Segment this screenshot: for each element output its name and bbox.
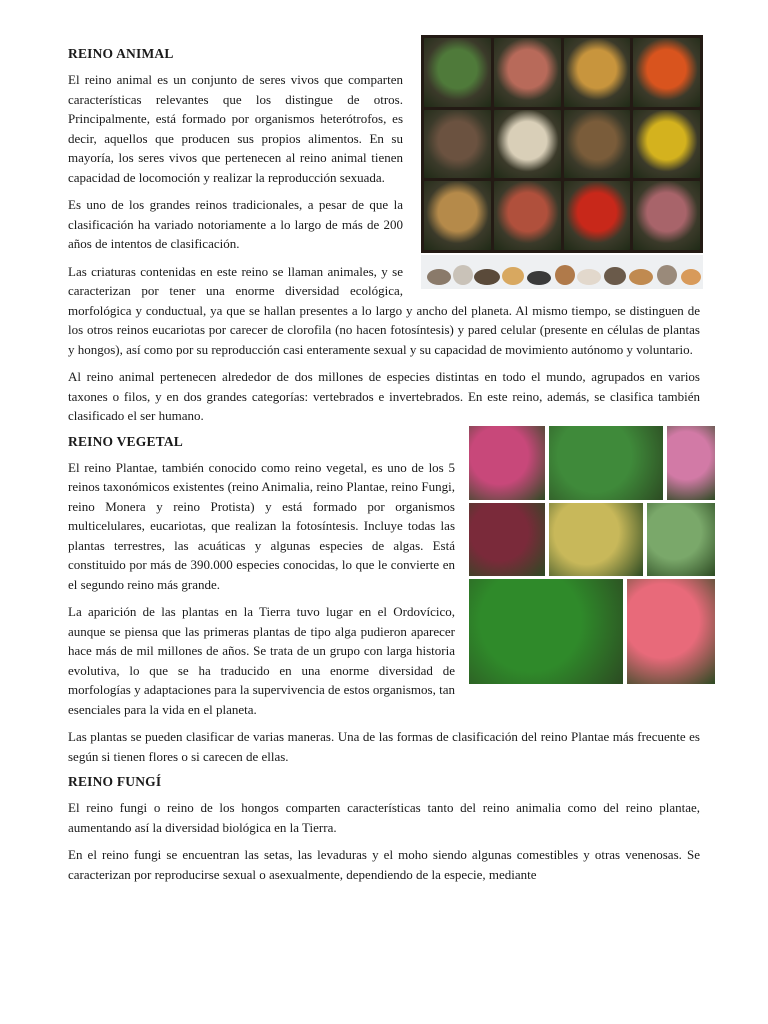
mushroom-photo: [494, 110, 561, 179]
paragraph: La aparición de las plantas en la Tierra tuvo lugar en el Ordovícico, aunque se piensa que las primeras plantas de tipo alga pudieron aparecer hace más de mil millones de años. Se trata de un grupo con larga historia evolutiva, lo que se ha traducido en una enorme diversidad de morfologías y adaptaciones para la supervivencia de estos organismos, tan esenciales para la vida en el planeta.: [68, 604, 455, 717]
plant-image-hydrangea: [667, 426, 715, 500]
plant-image-yellow-leaves: [549, 503, 643, 576]
mushroom-collage: [421, 35, 703, 289]
mushroom-photo: [633, 181, 700, 250]
mushroom-photo: [564, 181, 631, 250]
plant-image-pink-flowers: [469, 426, 545, 500]
paragraph: En el reino fungi se encuentran las setas, las levaduras y el moho siendo algunas comestibles y otras venenosas. Se caracterizan por reproducirse sexual o asexualmente, dependiendo de la especie, mediante: [68, 847, 700, 882]
mushroom-grid: [421, 35, 703, 253]
mushroom-photo: [633, 110, 700, 179]
paragraph: El reino Plantae, también conocido como reino vegetal, es uno de los 5 reinos taxonómicos existentes (reino Animalia, reino Plantae, reino Fungi, reino Monera y reino Protista) y está formado por organismos multicelulares, eucariotas, que realizan la fotosíntesis. Incluye todas las plantas terrestres, las acuáticas y algunas especies de algas. Está constituido por más de 390.000 especies conocidas, lo que le convierte en el segundo reino más grande.: [68, 459, 455, 592]
plant-image-green-leaves: [549, 426, 663, 500]
section-title-vegetal: REINO VEGETAL: [68, 433, 184, 449]
mushroom-photo: [494, 38, 561, 107]
paragraph: Las plantas se pueden clasificar de varias maneras. Una de las formas de clasificación del reino Plantae más frecuente es según si tienen flores o si carecen de ellas.: [68, 729, 700, 764]
mushroom-photo: [633, 38, 700, 107]
paragraph: El reino fungi o reino de los hongos comparten características tanto del reino animalia como del reino plantae, aumentando así la diversidad biológica en la Tierra.: [68, 800, 700, 835]
paragraph: Al reino animal pertenecen alrededor de dos millones de especies distintas en todo el mundo, agrupados en varios taxones o filos, y en dos grandes categorías: vertebrados e invertebrados. En este reino, además, se clasifica también clasificado el ser humano.: [68, 369, 700, 423]
mushroom-photo: [424, 181, 491, 250]
document-page: [68, 40, 700, 892]
paragraph: El reino animal es un conjunto de seres vivos que comparten características relevantes que los distingue de otros. Principalmente, está formado por organismos heterótrofos, es decir, aquellos que producen sus propios alimentos. En su mayoría, los seres vivos que pertenecen al reino animal tienen capacidad de locomoción y realizar la reproducción sexuada.: [68, 72, 403, 185]
plant-image-red-succulent: [469, 503, 545, 576]
mushroom-photo: [564, 38, 631, 107]
paragraph: Las criaturas contenidas en este reino se llaman animales, y se caracterizan por tener una enorme diversidad ecológica, morfológica y conductual, ya que se hallan presentes a lo largo y ancho del planeta. Al mismo tiempo, se distinguen de los otros reinos eucariotas por carecer de clorofila (no hacen fotosíntesis) y pared celular (presente en células de plantas y hongos), así como por su reproducción casi enteramente sexual y su capacidad de movimiento autónomo y voluntario.: [68, 263, 700, 357]
mushroom-photo: [424, 110, 491, 179]
plant-image-agave: [647, 503, 715, 576]
section-title-animal: REINO ANIMAL: [68, 46, 174, 61]
section-title-fungi: REINO FUNGÍ: [68, 774, 162, 789]
mushroom-photo: [424, 38, 491, 107]
paragraph: Es uno de los grandes reinos tradicionales, a pesar de que la clasificación ha variado notoriamente a lo largo de más de 200 años de intentos de clasificación.: [68, 197, 403, 251]
plant-image-clover: [469, 579, 623, 684]
plant-image-red-lily: [627, 579, 715, 684]
mushroom-photo: [494, 181, 561, 250]
plant-collage: [469, 426, 715, 684]
mushroom-photo: [564, 110, 631, 179]
animals-strip-image: [421, 255, 703, 289]
